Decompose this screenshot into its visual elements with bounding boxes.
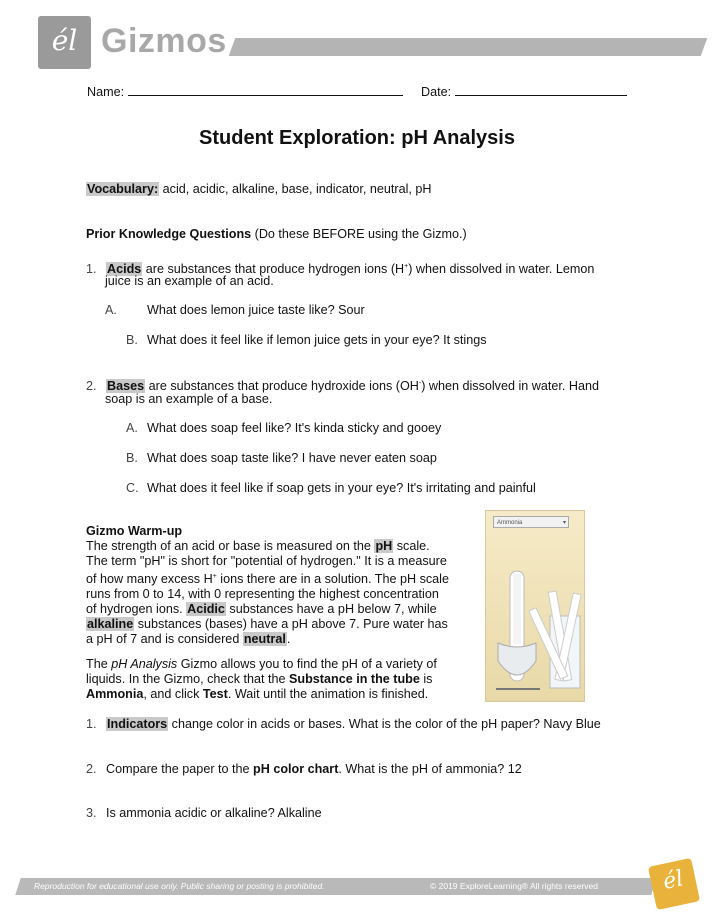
wp1-line-2: The term "pH" is short for "potential of hydrogen." It is a measure [86, 554, 447, 568]
question-1: 1. Acids are substances that produce hydrogen ions (H+) when dissolved in water. Lemon [86, 262, 595, 277]
warmup-question-2 [86, 762, 522, 777]
wp1-acidic: Acidic [187, 602, 225, 617]
q1-a [105, 303, 365, 318]
q2-number: 2. [86, 379, 97, 394]
wq2-number: 2. [86, 762, 97, 776]
name-field [87, 84, 403, 100]
question-2: 2. Bases are substances that produce hydroxide ions (OH-) when dissolved in water. Hand [86, 379, 599, 394]
wp1-text-b: scale. [393, 539, 430, 553]
wq2-text-a: Compare the paper to the [106, 762, 254, 776]
q1-a-text: What does lemon juice taste like? Sour [147, 303, 365, 317]
wp1-line-4: runs from 0 to 14, with 0 representing the highest concentration [86, 587, 439, 602]
wq3-text: Is ammonia acidic or alkaline? Alkaline [106, 806, 322, 820]
header-bar [229, 38, 708, 56]
wp2-l3b: . Wait until the animation is finished. [227, 687, 429, 701]
q1-b [126, 333, 487, 348]
q2-b [126, 451, 437, 466]
q2-c [126, 481, 536, 496]
wp2-l2b: is [419, 672, 433, 686]
prior-heading: Prior Knowledge Questions [86, 227, 252, 241]
footer-copyright: © 2019 ExploreLearning® All rights reserved [430, 881, 598, 891]
wq2-text-b: . What is the pH of ammonia? 12 [338, 762, 522, 776]
q1-b-letter: B. [126, 333, 138, 347]
wp2-gizmo: pH Analysis [111, 657, 178, 671]
q1-text-c: juice is an example of an acid. [105, 274, 274, 288]
wq1-term: Indicators [107, 717, 168, 731]
wp1-l5a: of hydrogen ions. [86, 602, 187, 617]
wp1-line-6 [86, 617, 476, 632]
warmup-paragraph-2 [86, 657, 476, 702]
wp2-line-1 [86, 657, 476, 672]
warmup-question-3 [86, 806, 322, 821]
vocabulary-label: Vocabulary: [87, 182, 159, 196]
test-tube-illustration [486, 511, 584, 701]
name-label: Name: [87, 85, 125, 99]
tube-bulb [498, 643, 536, 675]
wp1-ph: pH [375, 539, 393, 553]
wp1-text: The strength of an acid or base is measured on the [86, 539, 375, 553]
page-title: Student Exploration: pH Analysis [199, 127, 515, 149]
wq2-bold: pH color chart [253, 762, 339, 776]
q2-a-text: What does soap feel like? It's kinda sticky and gooey [147, 421, 442, 435]
wp2-substance: Substance in the tube [289, 672, 420, 686]
q1-term: Acids [107, 262, 142, 277]
wq3-number: 3. [86, 806, 97, 820]
q1-number: 1. [86, 262, 97, 277]
date-field [421, 84, 627, 100]
prior-knowledge-heading [86, 227, 467, 242]
footer-notice: Reproduction for educational use only. Public sharing or posting is prohibited. [34, 881, 325, 891]
wp1-l5b: substances have a pH below 7, while [225, 602, 437, 617]
q1-text: are substances that produce hydrogen ions (H [142, 262, 405, 277]
wp1-l3a: of how many excess H [86, 572, 213, 587]
wp1-line-5 [86, 602, 476, 617]
q2-text-b: ) when dissolved in water. Hand [421, 379, 599, 394]
gizmos-logo [38, 16, 91, 69]
wp2-line-2 [86, 672, 476, 687]
wp1-alkaline: alkaline [87, 617, 134, 632]
warmup-question-1 [86, 717, 601, 732]
q2-text: are substances that produce hydroxide ions (OH [145, 379, 419, 394]
wp1-l7b: . [286, 632, 291, 647]
date-underline [455, 84, 627, 96]
name-underline [128, 84, 403, 96]
wp1-neutral: neutral [243, 632, 286, 647]
wp1-l7a: a pH of 7 and is considered [86, 632, 243, 647]
prior-note: (Do these BEFORE using the Gizmo.) [251, 227, 467, 241]
substance-dropdown-label: Ammonia [497, 520, 523, 526]
wp2-line-3 [86, 687, 476, 702]
date-label: Date: [421, 85, 452, 99]
ph-paper [513, 574, 521, 644]
vocabulary-line [86, 182, 431, 197]
wp1-line-3: of how many excess H+ ions there are in a solution. The pH scale [86, 572, 449, 587]
wp2-b: Gizmo allows you to find the pH of a variety of [177, 657, 437, 671]
footer-logo-glyph: él [660, 866, 686, 895]
chevron-down-icon: ▾ [562, 520, 566, 526]
wp1-line-7 [86, 632, 476, 647]
q2-a [126, 421, 441, 436]
wp1-line-1 [86, 539, 476, 554]
q1-text-b: ) when dissolved in water. Lemon [408, 262, 595, 277]
wp1-l6b: substances (bases) have a pH above 7. Pure water has [134, 617, 448, 632]
wq1-number: 1. [86, 717, 97, 731]
wp2-l2a: liquids. In the Gizmo, check that the [86, 672, 290, 686]
q2-b-text: What does soap taste like? I have never eaten soap [147, 451, 437, 465]
gizmo-screenshot [485, 510, 585, 702]
q2-term: Bases [107, 379, 145, 394]
warmup-paragraph-1 [86, 539, 476, 647]
explorelearning-logo [648, 858, 700, 910]
q1-a-letter: A. [105, 303, 117, 317]
q2-c-text: What does it feel like if soap gets in your eye? It's irritating and painful [147, 481, 536, 495]
logo-glyph: él [51, 24, 78, 57]
wp1-l3b: ions there are in a solution. The pH scale [216, 572, 449, 587]
q2-text-c: soap is an example of a base. [105, 392, 273, 406]
q2-b-letter: B. [126, 451, 138, 465]
wp2-l3a: , and click [143, 687, 203, 701]
warmup-heading: Gizmo Warm-up [86, 524, 183, 538]
wp2-test: Test [202, 687, 228, 701]
brand-name: Gizmos [101, 22, 227, 60]
vocabulary-text: acid, acidic, alkaline, base, indicator, neutral, pH [159, 182, 432, 196]
q2-a-letter: A. [126, 421, 138, 435]
wp2-ammonia: Ammonia [86, 687, 144, 701]
q2-c-letter: C. [126, 481, 139, 495]
wp2-a: The [86, 657, 112, 671]
q1-b-text: What does it feel like if lemon juice gets in your eye? It stings [147, 333, 487, 347]
wq1-text: change color in acids or bases. What is the color of the pH paper? Navy Blue [168, 717, 601, 731]
